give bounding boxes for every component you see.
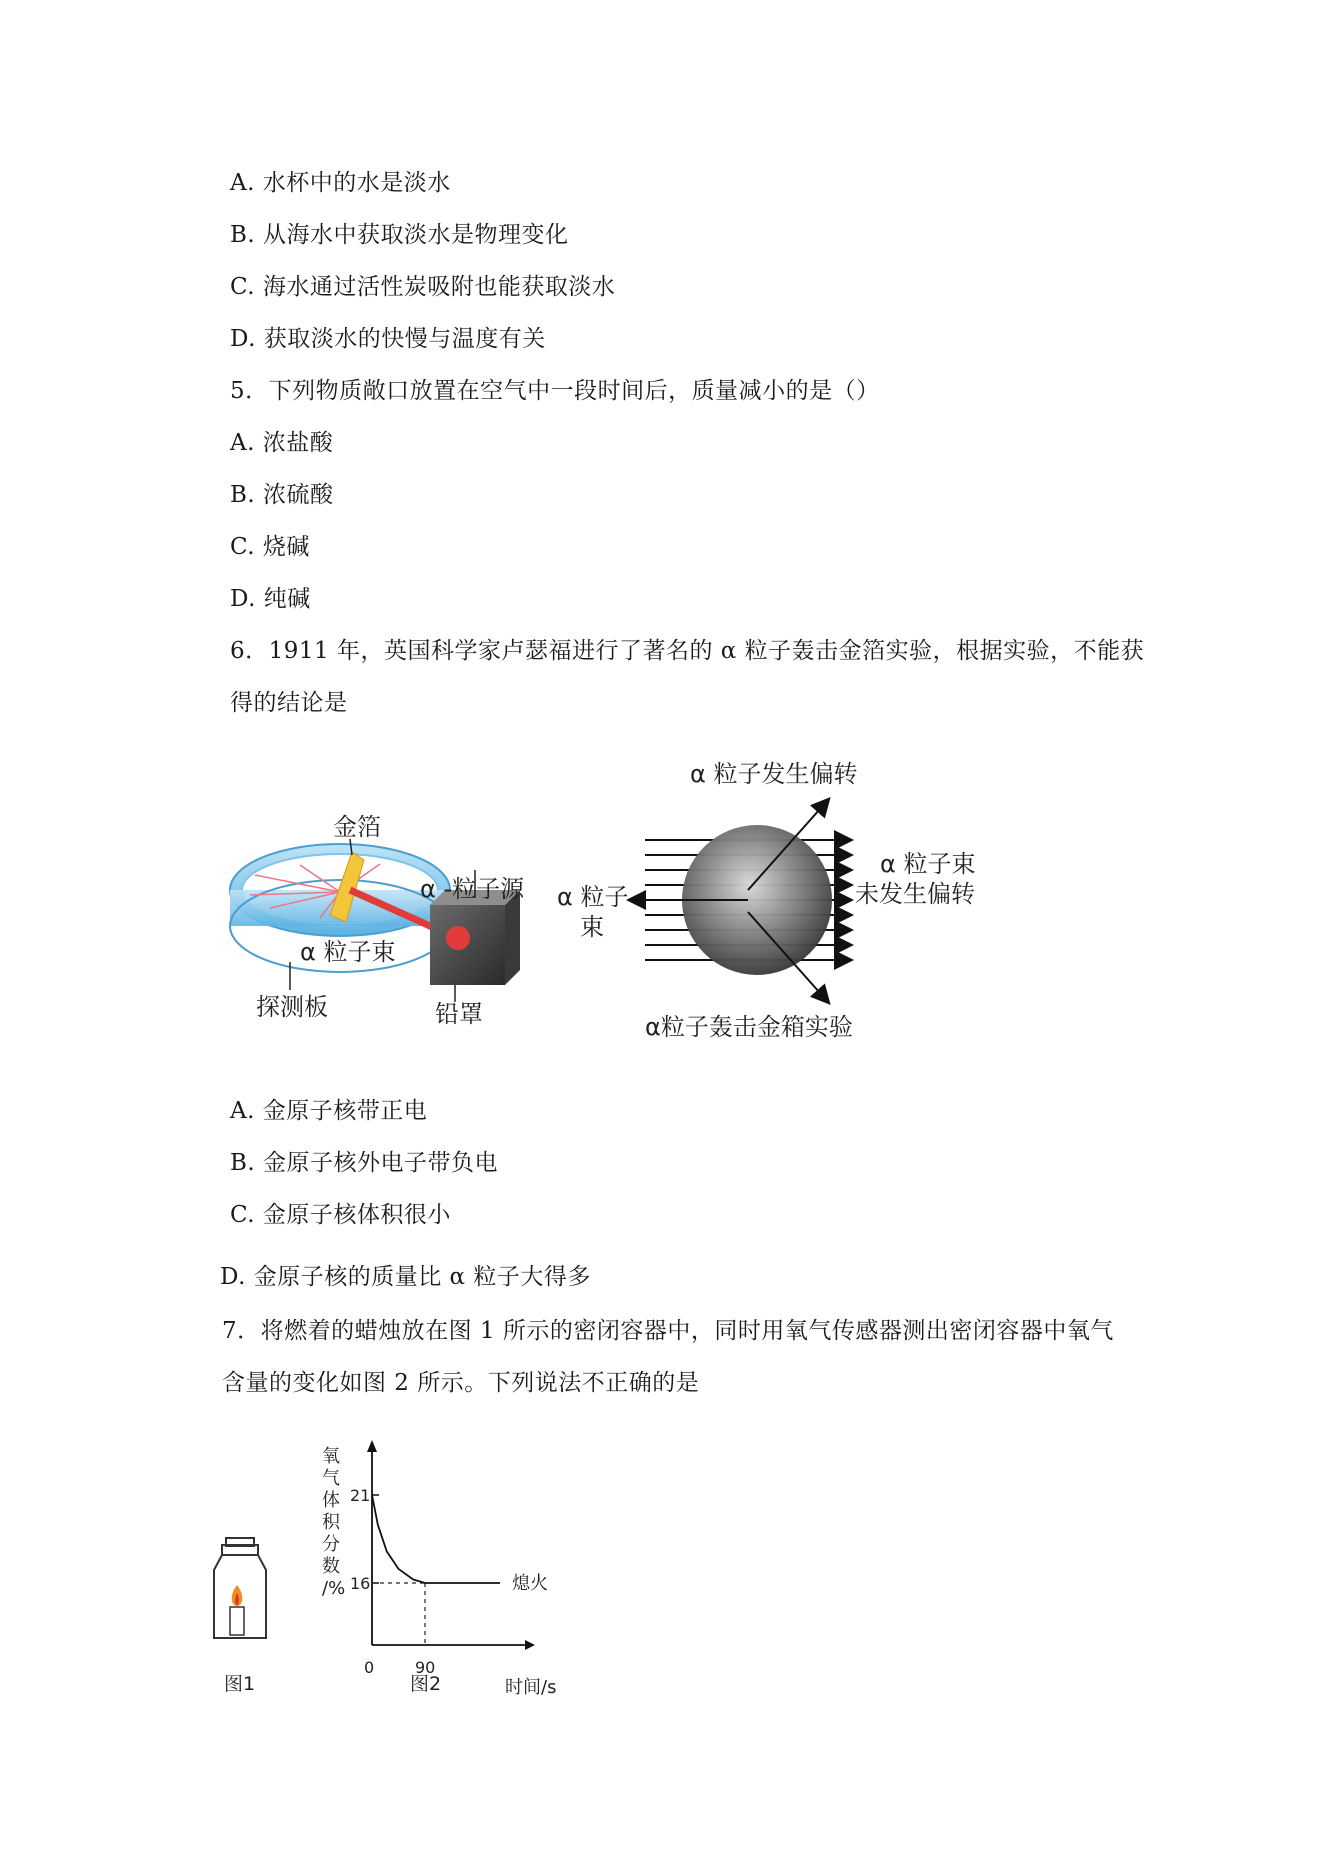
q7-stem-line2: 含量的变化如图 2 所示。下列说法不正确的是	[222, 1370, 700, 1396]
label-beam-right-2: 束	[580, 913, 604, 941]
y-axis-label-char: 积	[322, 1512, 340, 1533]
x-tick-label: 0	[364, 1658, 375, 1677]
q5-stem: 5．下列物质敞口放置在空气中一段时间后，质量减小的是（）	[230, 378, 880, 404]
q6-option-d: D. 金原子核的质量比 α 粒子大得多	[220, 1264, 591, 1290]
q7-figures	[0, 1420, 1323, 1720]
q4-option-c: C. 海水通过活性炭吸附也能获取淡水	[230, 274, 616, 300]
rutherford-figure	[0, 740, 1323, 1080]
y-axis-label-char: 数	[322, 1556, 340, 1577]
q4-option-b: B. 从海水中获取淡水是物理变化	[230, 222, 569, 248]
q6-option-b: B. 金原子核外电子带负电	[230, 1150, 499, 1176]
x-axis-arrow	[525, 1640, 535, 1650]
label-beam-right-1: α 粒子	[557, 883, 629, 911]
y-axis-label-char: 气	[322, 1468, 340, 1489]
y-axis-label-char: 体	[322, 1490, 340, 1511]
q5-option-a: A. 浓盐酸	[230, 430, 334, 456]
label-undeflected-1: α 粒子束	[880, 850, 976, 878]
x-axis-label: 时间/s	[505, 1677, 557, 1698]
y-tick-label: 16	[350, 1574, 371, 1593]
q6-option-c: C. 金原子核体积很小	[230, 1202, 451, 1228]
q6-stem-line1: 6．1911 年，英国科学家卢瑟福进行了著名的 α 粒子轰击金箔实验，根据实验，不能获	[230, 638, 1145, 664]
q5-option-c: C. 烧碱	[230, 534, 310, 560]
y-axis-label-char: /%	[322, 1578, 346, 1599]
q7-stem-line1: 7．将燃着的蜡烛放在图 1 所示的密闭容器中，同时用氧气传感器测出密闭容器中氧气	[222, 1318, 1114, 1344]
x-tick-label: 90	[415, 1658, 436, 1677]
oxygen-chart	[322, 1440, 556, 1698]
q5-option-d: D. 纯碱	[230, 586, 311, 612]
label-deflect: α 粒子发生偏转	[690, 760, 858, 788]
q4-option-d: D. 获取淡水的快慢与温度有关	[230, 326, 546, 352]
q6-option-a: A. 金原子核带正电	[230, 1098, 428, 1124]
label-lead-box: 铅罩	[435, 1000, 483, 1028]
label-detector: 探测板	[256, 993, 328, 1021]
annotation-extinguish: 熄火	[512, 1573, 548, 1594]
y-tick-label: 21	[350, 1486, 371, 1505]
y-axis-arrow	[367, 1440, 377, 1452]
figure-caption: α粒子轰击金箱实验	[645, 1013, 853, 1041]
q5-option-b: B. 浓硫酸	[230, 482, 334, 508]
label-alpha-beam-left: α 粒子束	[300, 938, 396, 966]
label-gold-foil: 金箔	[333, 813, 381, 841]
fig1-label: 图1	[224, 1673, 256, 1695]
y-axis-label-char: 氧	[322, 1446, 340, 1467]
q4-option-a: A. 水杯中的水是淡水	[230, 170, 451, 196]
fig2-label: 图2	[410, 1673, 442, 1695]
lead-box	[430, 890, 520, 985]
oxygen-series-line	[372, 1495, 500, 1583]
label-alpha-source: α -粒子源	[420, 875, 525, 903]
y-axis-label-char: 分	[322, 1534, 340, 1555]
label-undeflected-2: 未发生偏转	[855, 880, 975, 908]
sealed-jar-candle	[214, 1538, 266, 1638]
q6-stem-line2: 得的结论是	[230, 690, 348, 716]
